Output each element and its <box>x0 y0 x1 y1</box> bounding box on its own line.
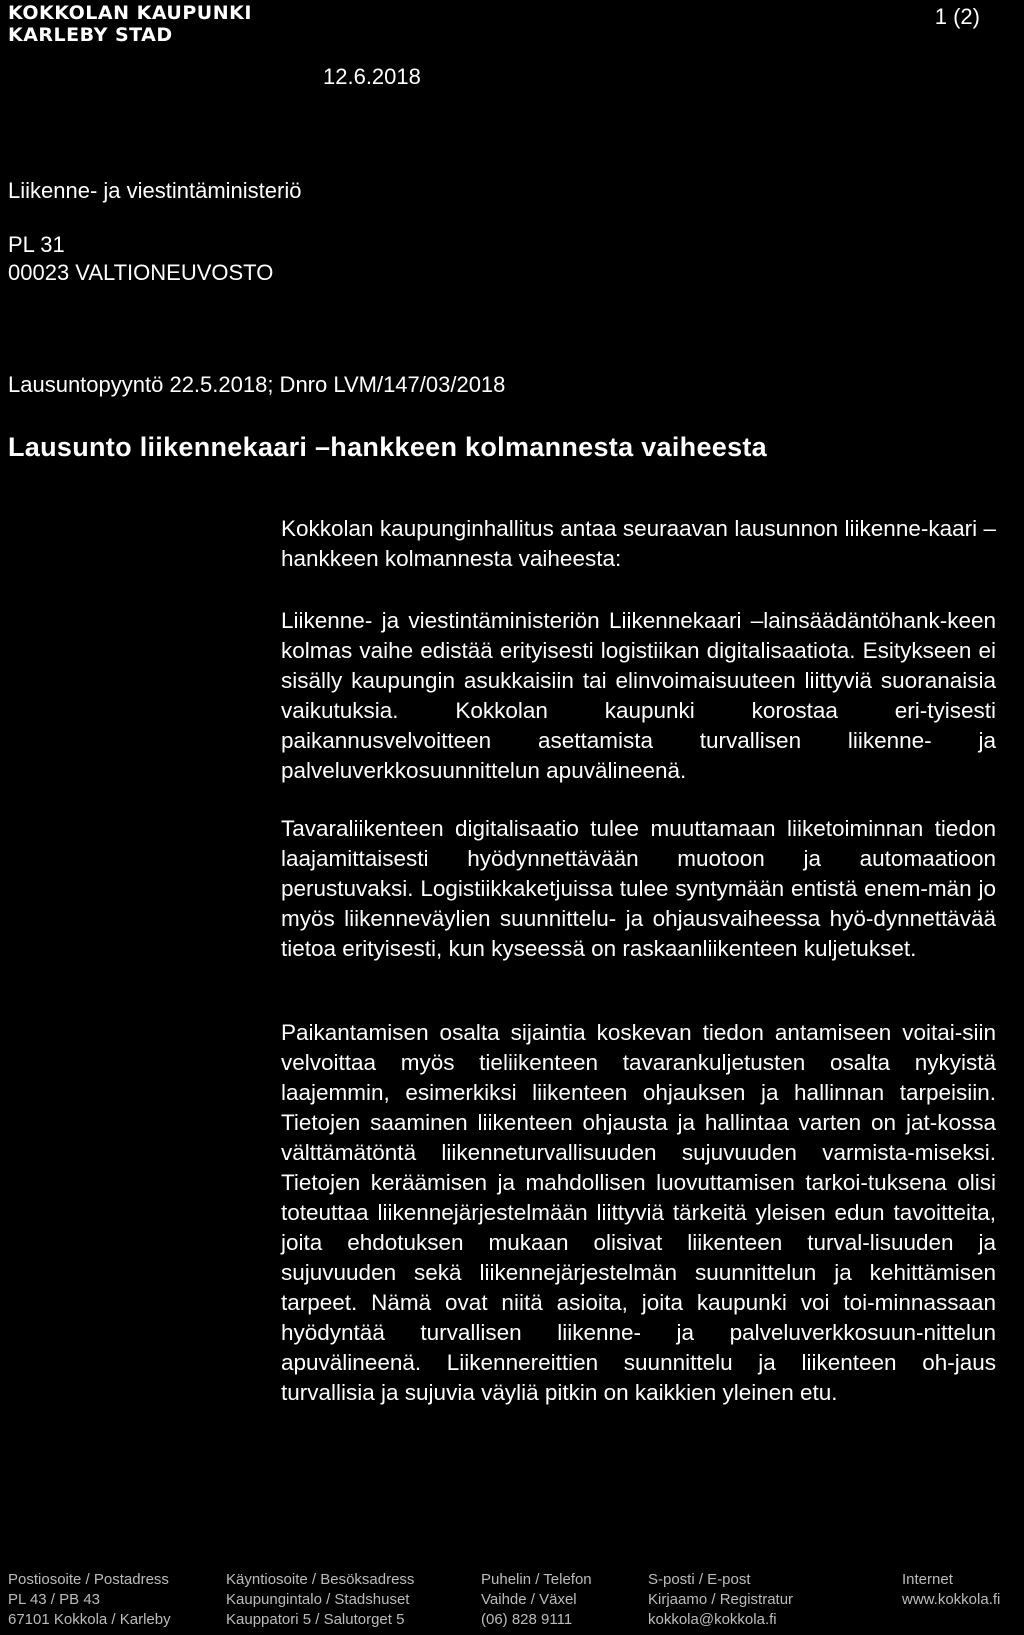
recipient-po-box: PL 31 <box>8 232 65 257</box>
organization-name-sv: KARLEBY STAD <box>8 24 173 46</box>
footer-phone: Puhelin / Telefon Vaihde / Växel (06) 828 9111 <box>481 1571 592 1628</box>
footer-email: S-posti / E-post Kirjaamo / Registratur kokkola@kokkola.fi <box>648 1571 794 1628</box>
body-paragraph-4: Paikantamisen osalta sijaintia koskevan tiedon antamiseen voitai-siin velvoittaa myös tieliikenteen tavarankuljetusten osalta nykyistä laajemmin, esimerkiksi liikenteen ohjauksen ja hallinnan tarpeisiin. Tietojen saaminen liikenteen ohjausta ja hallintaa varten on jat-kossa välttämätöntä liikenneturvallisuuden sujuvuuden varmista-miseksi. Tietojen keräämisen ja mahdollisen luovuttamisen tarkoi-tuksena olisi toteuttaa liikennejärjestelmään liittyviä tärkeitä yleisen edun tavoitteita, joita ehdotuksen mukaan olisivat liikenteen turval-lisuuden ja sujuvuuden sekä liikennejärjestelmän suunnittelun ja kehittämisen tarpeet. Nämä ovat niitä asioita, joita kaupunki voi toi-minnassaan hyödyntää turvallisen liikenne- ja palveluverkkosuun-nittelun apuvälineenä. Liikennereittien suunnittelu ja liikenteen oh-jaus turvallisia ja sujuvia väyliä pitkin on kaikkien yleinen etu. <box>281 1020 996 1405</box>
recipient-postal: 00023 VALTIONEUVOSTO <box>8 260 274 285</box>
page-number: 1 (2) <box>934 4 980 29</box>
website-link[interactable]: www.kokkola.fi <box>902 1591 1001 1608</box>
recipient-name: Liikenne- ja viestintäministeriö <box>8 178 302 203</box>
document-title: Lausunto liikennekaari –hankkeen kolmannesta vaiheesta <box>8 432 768 462</box>
body-paragraph-3: Tavaraliikenteen digitalisaatio tulee muuttamaan liiketoiminnan tiedon laajamittaisesti hyödynnettävään muotoon ja automaatioon perustuvaksi. Logistiikkaketjuissa tulee syntymään entistä enem-män jo myös liikenneväylien suunnittelu- ja ohjausvaiheessa hyö-dynnettävää tietoa erityisesti, kun kyseessä on raskaanliikenteen kuljetukset. <box>281 816 996 961</box>
reference-line: Lausuntopyyntö 22.5.2018; Dnro LVM/147/03/2018 <box>8 372 506 397</box>
document-date: 12.6.2018 <box>323 64 421 89</box>
body-paragraph-2: Liikenne- ja viestintäministeriön Liikennekaari –lainsäädäntöhank-keen kolmas vaihe edistää erityisesti logistiikan digitalisaatiota. Esitykseen ei sisälly kaupungin asukkaisiin tai elinvoimaisuuteen liittyviä suoranaisia vaikutuksia. Kokkolan kaupunki korostaa eri-tyisesti paikannusvelvoitteen asettamista turvallisen liikenne- ja palveluverkkosuunnittelun apuvälineenä. <box>281 608 996 783</box>
footer-visiting-address: Käyntiosoite / Besöksadress Kaupungintalo / Stadshuset Kauppatori 5 / Salutorget 5 <box>226 1571 415 1628</box>
footer-internet: Internet www.kokkola.fi <box>902 1571 1001 1608</box>
body-paragraph-1: Kokkolan kaupunginhallitus antaa seuraavan lausunnon liikenne-kaari –hankkeen kolmannesta vaiheesta: <box>281 516 996 571</box>
footer-postal-address: Postiosoite / Postadress PL 43 / PB 43 67101 Kokkola / Karleby <box>8 1571 171 1628</box>
organization-name-fi: KOKKOLAN KAUPUNKI <box>8 2 252 24</box>
